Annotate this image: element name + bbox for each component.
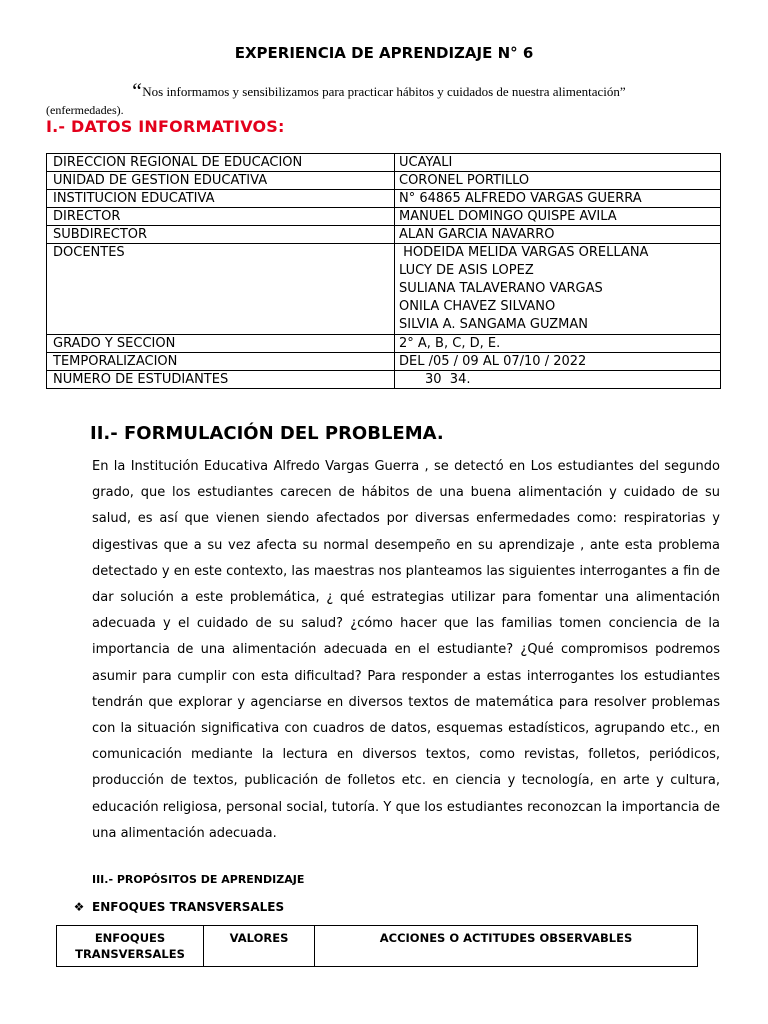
row-value: 30 34. bbox=[395, 371, 721, 389]
table-row bbox=[47, 190, 721, 208]
row-label: NUMERO DE ESTUDIANTES bbox=[47, 371, 395, 389]
table-header-row bbox=[57, 926, 698, 967]
row-value: DEL /05 / 09 AL 07/10 / 2022 bbox=[395, 353, 721, 371]
section-1-heading: I.- DATOS INFORMATIVOS: bbox=[46, 117, 285, 136]
row-value: N° 64865 ALFREDO VARGAS GUERRA bbox=[395, 190, 721, 208]
row-label: UNIDAD DE GESTION EDUCATIVA bbox=[47, 172, 395, 190]
row-label: SUBDIRECTOR bbox=[47, 226, 395, 244]
column-header-enfoques: ENFOQUES TRANSVERSALES bbox=[57, 926, 204, 967]
teacher-name: HODEIDA MELIDA VARGAS ORELLANA bbox=[399, 245, 649, 260]
row-label: DOCENTES bbox=[47, 244, 395, 335]
section-3-heading: III.- PROPÓSITOS DE APRENDIZAJE bbox=[92, 873, 305, 886]
column-header-acciones: ACCIONES O ACTITUDES OBSERVABLES bbox=[315, 926, 698, 967]
row-label: GRADO Y SECCION bbox=[47, 335, 395, 353]
row-label: DIRECTOR bbox=[47, 208, 395, 226]
quote-tail: (enfermedades). bbox=[46, 103, 124, 117]
enfoques-subheading bbox=[72, 900, 284, 914]
row-value: UCAYALI bbox=[395, 154, 721, 172]
teacher-name: SULIANA TALAVERANO VARGAS bbox=[399, 281, 603, 296]
table-row bbox=[47, 353, 721, 371]
row-label: INSTITUCION EDUCATIVA bbox=[47, 190, 395, 208]
docentes-list bbox=[395, 244, 721, 335]
teacher-name: ONILA CHAVEZ SILVANO bbox=[399, 299, 556, 314]
enfoques-table bbox=[56, 925, 698, 967]
section-2-heading: II.- FORMULACIÓN DEL PROBLEMA. bbox=[90, 423, 444, 444]
info-table bbox=[46, 153, 721, 389]
row-value: ALAN GARCIA NAVARRO bbox=[395, 226, 721, 244]
quote-mark: “ bbox=[130, 78, 143, 103]
row-label: TEMPORALIZACION bbox=[47, 353, 395, 371]
table-row bbox=[47, 226, 721, 244]
row-value: CORONEL PORTILLO bbox=[395, 172, 721, 190]
enfoques-subheading-text: ENFOQUES TRANSVERSALES bbox=[92, 900, 285, 914]
table-row bbox=[47, 371, 721, 389]
table-row bbox=[47, 208, 721, 226]
teacher-name: SILVIA A. SANGAMA GUZMAN bbox=[399, 317, 589, 332]
teacher-name: LUCY DE ASIS LOPEZ bbox=[399, 263, 534, 278]
document-title: EXPERIENCIA DE APRENDIZAJE N° 6 bbox=[234, 44, 534, 62]
row-value: MANUEL DOMINGO QUISPE AVILA bbox=[395, 208, 721, 226]
row-label: DIRECCION REGIONAL DE EDUCACION bbox=[47, 154, 395, 172]
column-header-valores: VALORES bbox=[204, 926, 315, 967]
quote-text: Nos informamos y sensibilizamos para practicar hábitos y cuidados de nuestra alimentación” bbox=[142, 84, 626, 99]
table-row bbox=[47, 335, 721, 353]
table-row bbox=[47, 172, 721, 190]
document-subtitle-quote bbox=[130, 78, 626, 104]
table-row-docentes bbox=[47, 244, 721, 335]
table-row bbox=[47, 154, 721, 172]
row-value: 2° A, B, C, D, E. bbox=[395, 335, 721, 353]
diamond-bullet-icon: ❖ bbox=[73, 900, 85, 914]
problem-paragraph: En la Institución Educativa Alfredo Vargas Guerra , se detectó en Los estudiantes del segundo grado, que los estudiantes carecen de hábitos de una buena alimentación y cuidado de su salud, es así que vienen siendo afectados por diversas enfermedades como: respiratorias y digestivas que a su vez afecta su normal desempeño en su aprendizaje , ante esta problema detectado y en este contexto, las maestras nos planteamos las siguientes interrogantes a fin de dar solución a este problemática, ¿ qué estrategias utilizar para fomentar una alimentación adecuada y el cuidado de su salud? ¿cómo hacer que las familias tomen conciencia de la importancia de una alimentación adecuada en el estudiante? ¿Qué compromisos podremos asumir para cumplir con esta dificultad? Para responder a estas interrogantes los estudiantes tendrán que explorar y agenciarse en diversos textos de matemática para resolver problemas con la situación significativa con cuadros de datos, esquemas estadísticos, agrupando etc., en comunicación mediante la lectura en diversos textos, como revistas, folletos, periódicos, producción de textos, publicación de folletos etc. en ciencia y tecnología, en arte y cultura, educación religiosa, personal social, tutoría. Y que los estudiantes reconozcan la importancia de una alimentación adecuada. bbox=[92, 459, 720, 841]
